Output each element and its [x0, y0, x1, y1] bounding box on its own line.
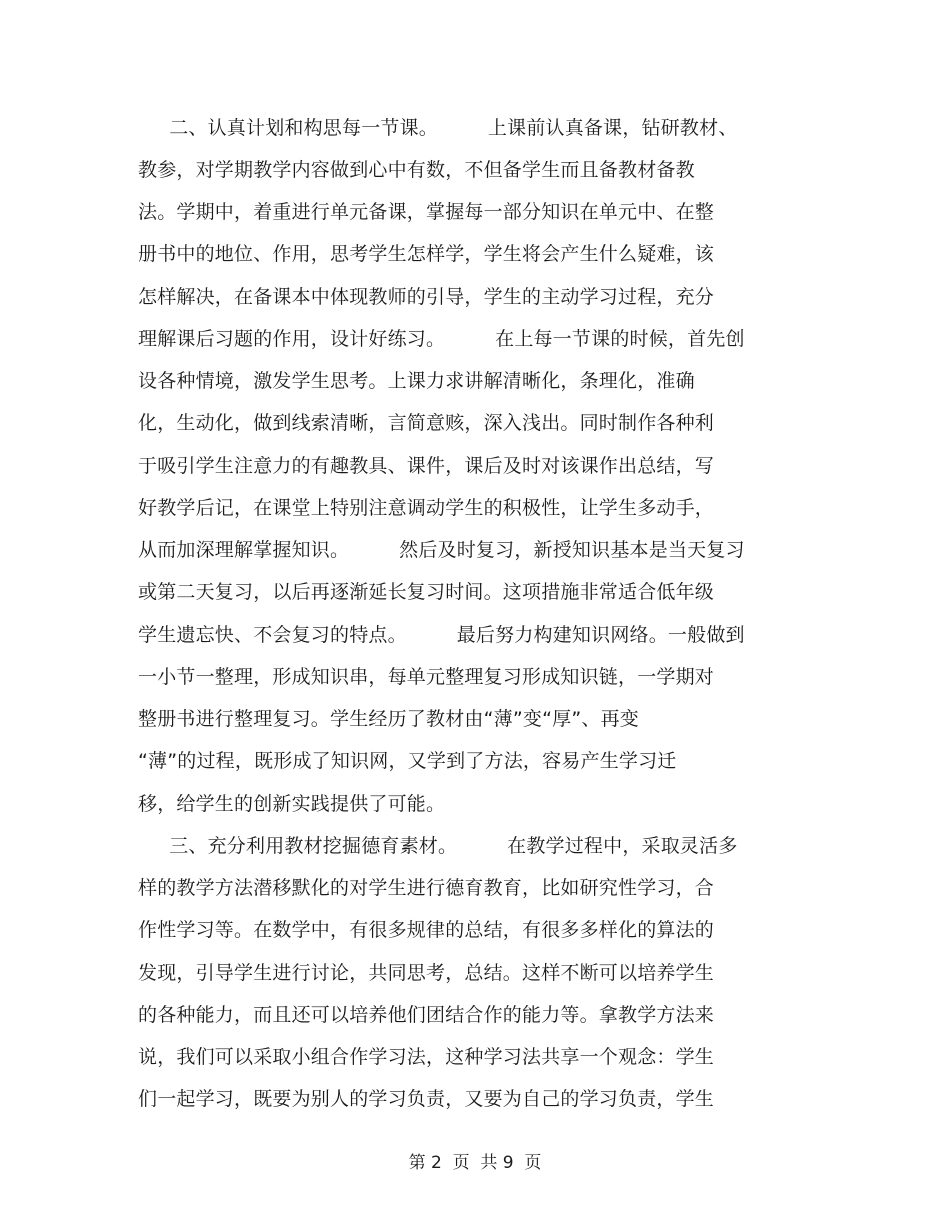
page-footer: 第 2 页 共 9 页 — [408, 1153, 542, 1173]
text-line: 于吸引学生注意力的有趣教具、课件，课后及时对该课作出总结，写 — [138, 455, 715, 477]
text-line: 一小节一整理，形成知识串，每单元整理复习形成知识链，一学期对 — [138, 666, 715, 688]
text-line: 说，我们可以采取小组合作学习法，这种学习法共享一个观念：学生 — [138, 1046, 715, 1068]
text-line: 发现，引导学生进行讨论，共同思考，总结。这样不断可以培养学生 — [138, 962, 715, 984]
text-line: 作性学习等。在数学中，有很多规律的总结，有很多多样化的算法的 — [138, 919, 715, 941]
text-line: 二、认真计划和构思每一节课。 上课前认真备课，钻研教材、 — [138, 117, 738, 139]
text-line: 化，生动化，做到线索清晰，言简意赅，深入浅出。同时制作各种利 — [138, 412, 715, 434]
text-line: “薄”的过程，既形成了知识网，又学到了方法，容易产生学习迁 — [138, 750, 677, 772]
text-line: 三、充分利用教材挖掘德育素材。 在教学过程中，采取灵活多 — [138, 835, 738, 857]
text-line: 的各种能力，而且还可以培养他们团结合作的能力等。拿教学方法来 — [138, 1004, 715, 1026]
text-line: 设各种情境，激发学生思考。上课力求讲解清晰化，条理化，准确 — [138, 370, 695, 392]
text-line: 整册书进行整理复习。学生经历了教材由“薄”变“厚”、再变 — [138, 708, 639, 730]
text-line: 怎样解决，在备课本中体现教师的引导，学生的主动学习过程，充分 — [138, 286, 715, 308]
text-line: 们一起学习，既要为别人的学习负责，又要为自己的学习负责，学生 — [138, 1088, 715, 1110]
text-line: 从而加深理解掌握知识。 然后及时复习，新授知识基本是当天复习 — [138, 539, 745, 561]
text-line: 或第二天复习，以后再逐渐延长复习时间。这项措施非常适合低年级 — [138, 581, 715, 603]
text-line: 好教学后记，在课堂上特别注意调动学生的积极性，让学生多动手， — [138, 497, 715, 519]
text-line: 法。学期中，着重进行单元备课，掌握每一部分知识在单元中、在整 — [138, 201, 715, 223]
text-line: 理解课后习题的作用，设计好练习。 在上每一节课的时候，首先创 — [138, 328, 745, 350]
text-line: 教参，对学期教学内容做到心中有数，不但备学生而且备教材备教 — [138, 159, 695, 181]
text-line: 移，给学生的创新实践提供了可能。 — [138, 793, 446, 815]
text-line: 学生遗忘快、不会复习的特点。 最后努力构建知识网络。一般做到 — [138, 624, 745, 646]
text-line: 册书中的地位、作用，思考学生怎样学，学生将会产生什么疑难，该 — [138, 243, 715, 265]
text-line: 样的教学方法潜移默化的对学生进行德育教育，比如研究性学习，合 — [138, 877, 715, 899]
